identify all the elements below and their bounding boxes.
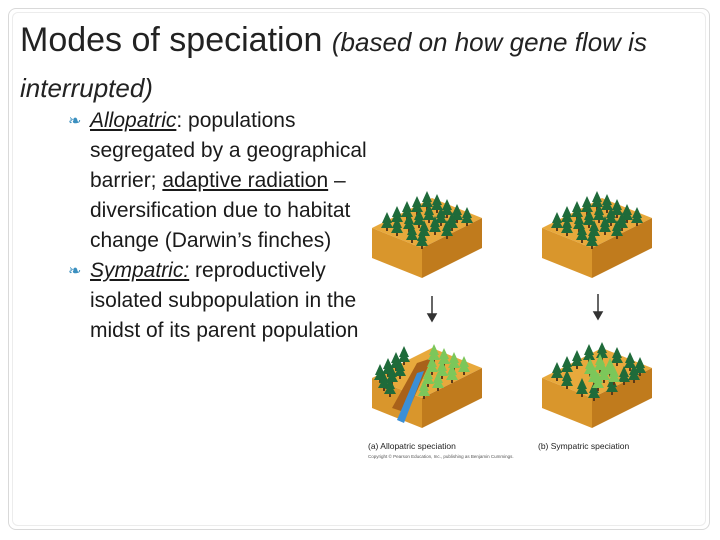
arrow-down-icon xyxy=(428,296,436,321)
caption-allopatric: (a) Allopatric speciation xyxy=(368,441,456,451)
bullet-list xyxy=(68,106,368,346)
block-b-bottom xyxy=(542,342,652,428)
caption-sympatric: (b) Sympatric speciation xyxy=(538,441,630,451)
bullet-sympatric xyxy=(68,256,368,346)
adaptive-radiation-text: – diversification due to habitat change (Darwin’s finches) xyxy=(90,169,351,252)
title-main: Modes of speciation xyxy=(20,21,323,59)
block-a-bottom xyxy=(372,344,482,428)
sympatric-text: reproductively isolated subpopulation in the midst of its parent population xyxy=(90,259,359,342)
term-allopatric: Allopatric xyxy=(90,109,177,132)
term-sympatric: Sympatric: xyxy=(90,259,190,282)
slide-title xyxy=(20,18,710,110)
bullet-marker-icon: ❧ xyxy=(68,263,82,280)
title-subtitle: (based on how gene flow is interrupted) xyxy=(20,27,647,103)
speciation-diagram xyxy=(362,168,702,468)
block-a-top xyxy=(372,191,482,278)
allopatric-text: : populations segregated by a geographical barrier; xyxy=(90,109,367,192)
bullet-marker-icon: ❧ xyxy=(68,113,82,130)
block-b-top xyxy=(542,191,652,278)
bullet-allopatric xyxy=(68,106,368,256)
copyright-note: Copyright © Pearson Education, Inc., publishing as Benjamin Cummings. xyxy=(368,454,514,459)
arrow-down-icon xyxy=(594,294,602,319)
speciation-figure xyxy=(362,168,702,468)
term-adaptive-radiation: adaptive radiation xyxy=(162,169,329,192)
